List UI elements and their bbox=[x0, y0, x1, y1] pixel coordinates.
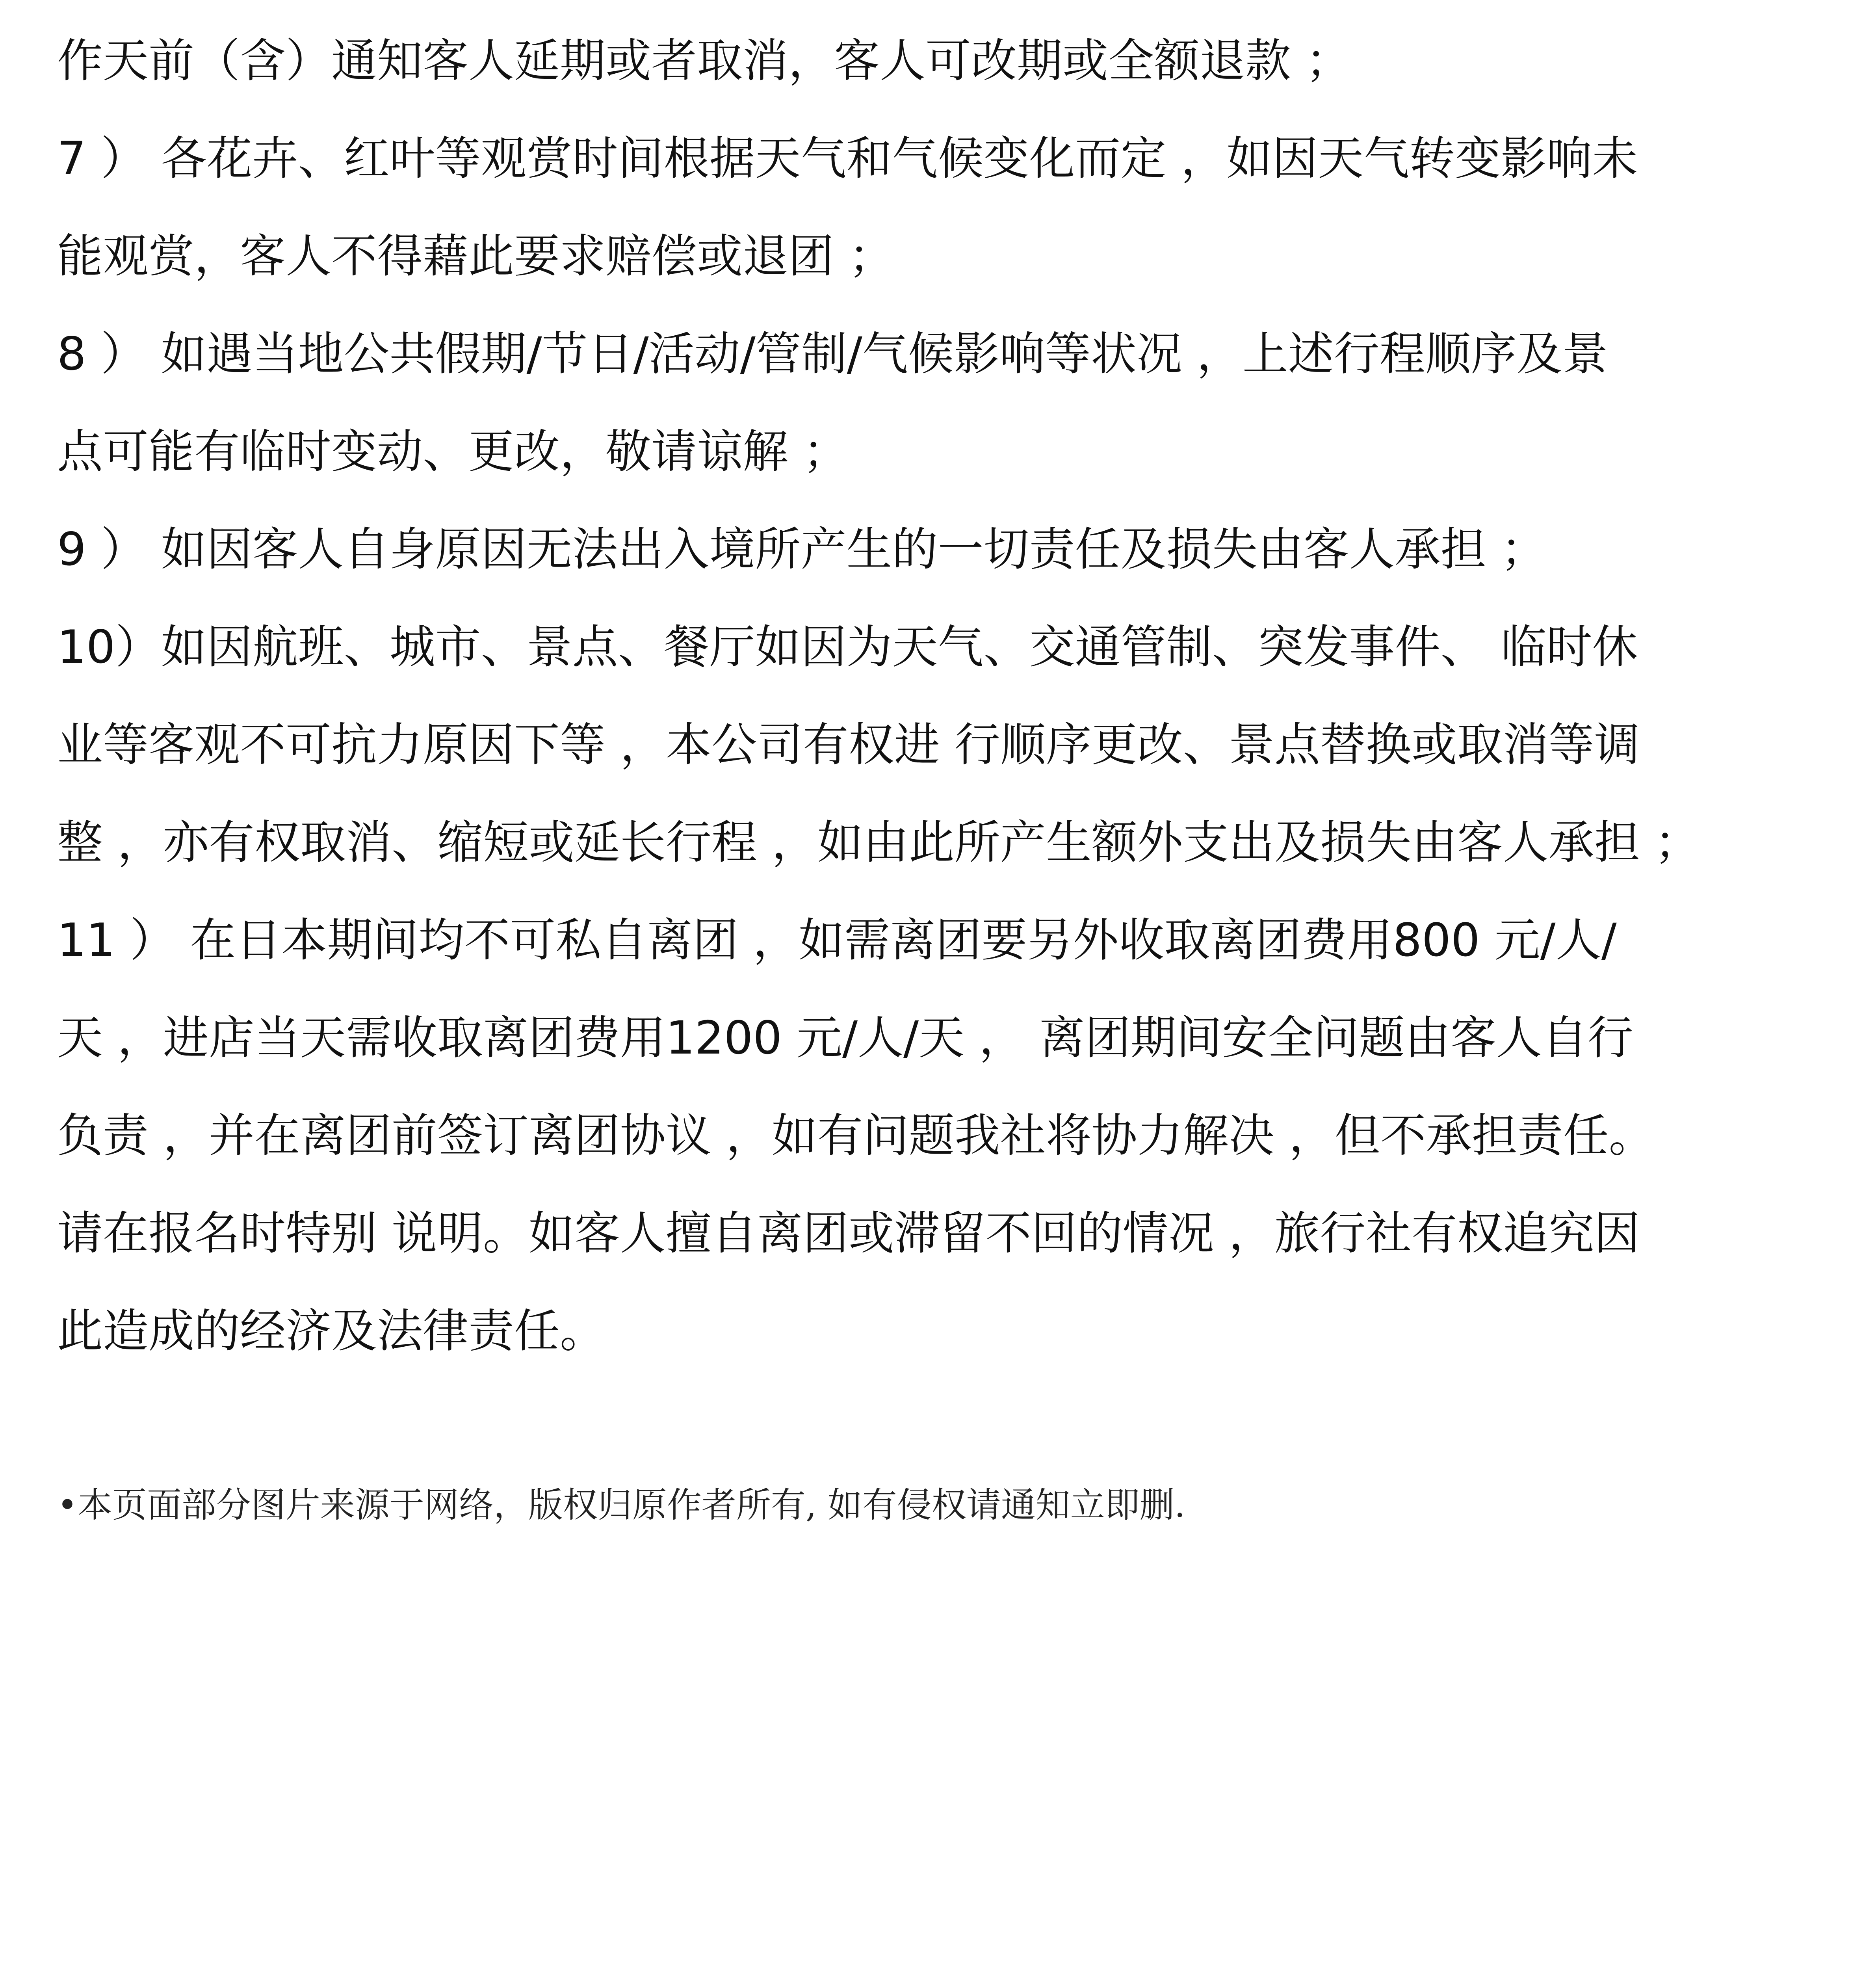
terms-line: 10）如因航班、城市、景点、餐厅如因为天气、交通管制、突发事件、 临时休 bbox=[57, 621, 1638, 674]
terms-line: 作天前（含）通知客人延期或者取消，客人可改期或全额退款 ； bbox=[57, 34, 1351, 87]
terms-line: 负责 ，并在离团前签订离团协议 ，如有问题我社将协力解决 ，但不承担责任。 bbox=[57, 1109, 1655, 1162]
copyright-footnote: •本页面部分图片来源于网络，版权归原作者所有, 如有侵权请通知立即删. bbox=[57, 1485, 1185, 1525]
terms-line: 8 ） 如遇当地公共假期/节日/活动/管制/气候影响等状况 ，上述行程顺序及景 bbox=[57, 327, 1608, 381]
terms-line: 业等客观不可抗力原因下等 ，本公司有权进 行顺序更改、景点替换或取消等调 bbox=[57, 718, 1640, 771]
terms-line: 此造成的经济及法律责任。 bbox=[57, 1305, 606, 1358]
terms-line: 请在报名时特别 说明。如客人擅自离团或滞留不回的情况 ，旅行社有权追究因 bbox=[57, 1207, 1640, 1260]
terms-line: 11 ） 在日本期间均不可私自离团 ，如需离团要另外收取离团费用800 元/人/ bbox=[57, 914, 1617, 967]
terms-line: 整 ，亦有权取消、缩短或延长行程 ，如由此所产生额外支出及损失由客人承担 ； bbox=[57, 816, 1700, 869]
terms-line: 能观赏，客人不得藉此要求赔偿或退团 ； bbox=[57, 230, 894, 283]
terms-line: 9 ） 如因客人自身原因无法出入境所产生的一切责任及损失由客人承担 ； bbox=[57, 523, 1547, 576]
terms-line: 点可能有临时变动、更改，敬请谅解 ； bbox=[57, 425, 849, 478]
terms-line: 天 ，进店当天需收取离团费用1200 元/人/天 ， 离团期间安全问题由客人自行 bbox=[57, 1011, 1633, 1065]
terms-line: 7 ） 各花卉、红叶等观赏时间根据天气和气候变化而定 ，如因天气转变影响未 bbox=[57, 132, 1638, 185]
